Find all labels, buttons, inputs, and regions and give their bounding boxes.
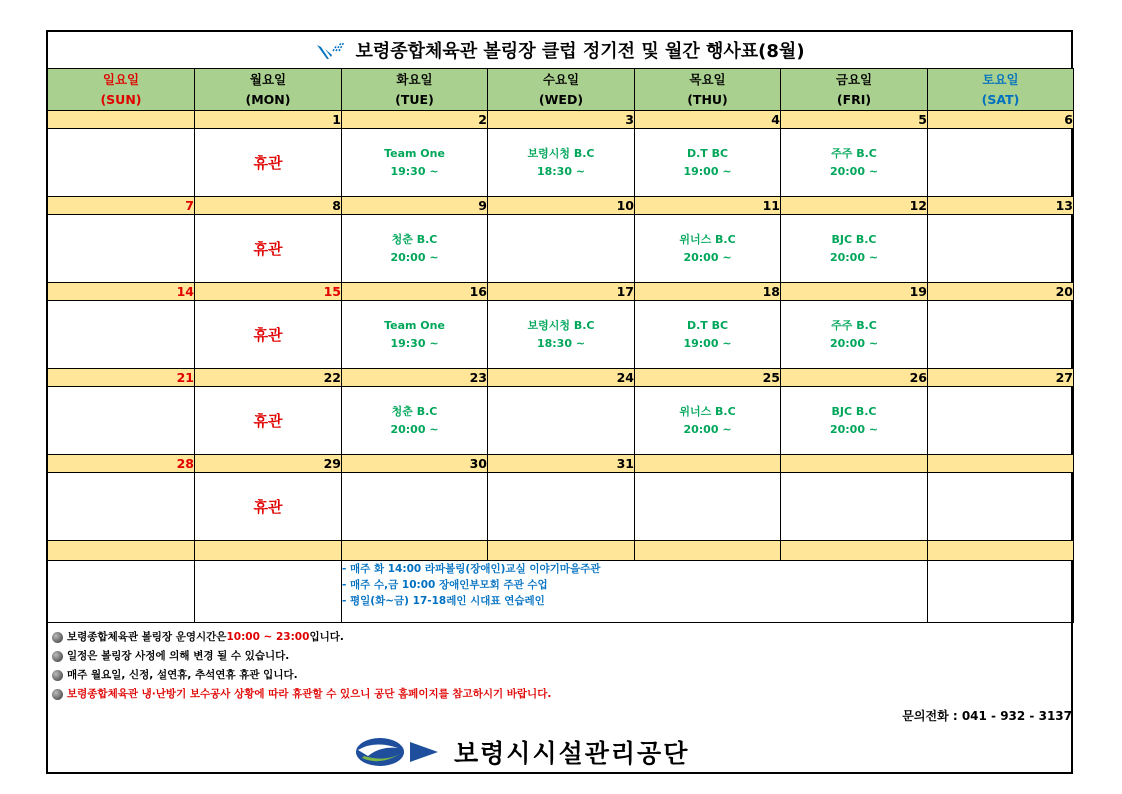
date-cell: 11 <box>635 197 781 215</box>
bowling-ball-icon <box>52 670 63 681</box>
date-cell <box>928 455 1074 473</box>
date-cell: 17 <box>488 283 635 301</box>
date-cell: 29 <box>195 455 342 473</box>
event-cell <box>342 215 488 283</box>
footer-note: 보령종합체육관 볼링장 운영시간은 10:00 ~ 23:00 입니다. <box>52 628 551 647</box>
event-cell <box>488 473 635 541</box>
weekly-note: - 평일(화~금) 17-18레인 시대표 연습레인 <box>342 595 545 607</box>
date-cell: 23 <box>342 369 488 387</box>
date-cell: 20 <box>928 283 1074 301</box>
event-row <box>48 473 1074 541</box>
event-cell <box>781 387 928 455</box>
event-row <box>48 129 1074 197</box>
spacer-row <box>48 541 1074 561</box>
club-event: Team One 19:30 ~ <box>384 146 445 178</box>
notes-empty-cell <box>928 561 1074 623</box>
weekday-fri: 금요일 (FRI) <box>781 69 928 111</box>
weekly-note: - 매주 수,금 10:00 장애인부모회 주관 수업 <box>342 579 548 591</box>
weekday-tue: 화요일 (TUE) <box>342 69 488 111</box>
date-cell <box>635 455 781 473</box>
spacer-cell <box>488 541 635 561</box>
event-cell <box>48 129 195 197</box>
date-cell: 18 <box>635 283 781 301</box>
footer-note: 보령종합체육관 냉·난방기 보수공사 상황에 따라 휴관할 수 있으니 공단 홈페이지를 참고하시기 바랍니다. <box>52 685 551 704</box>
date-row <box>48 455 1074 473</box>
club-event: 위너스 B.C 20:00 ~ <box>679 232 736 264</box>
event-cell <box>48 387 195 455</box>
event-row <box>48 301 1074 369</box>
event-cell <box>635 215 781 283</box>
date-cell: 31 <box>488 455 635 473</box>
date-row <box>48 283 1074 301</box>
date-cell: 13 <box>928 197 1074 215</box>
event-cell <box>928 301 1074 369</box>
bowling-ball-icon <box>52 651 63 662</box>
date-cell: 2 <box>342 111 488 129</box>
event-cell <box>635 129 781 197</box>
event-cell <box>342 301 488 369</box>
event-cell <box>488 129 635 197</box>
event-cell <box>635 301 781 369</box>
event-cell <box>635 387 781 455</box>
event-cell <box>781 301 928 369</box>
date-cell: 19 <box>781 283 928 301</box>
date-cell <box>781 455 928 473</box>
event-cell <box>195 129 342 197</box>
club-event: 보령시청 B.C 18:30 ~ <box>527 146 595 178</box>
organization-name: 보령시시설관리공단 <box>454 739 690 768</box>
date-cell: 28 <box>48 455 195 473</box>
date-cell: 10 <box>488 197 635 215</box>
spacer-cell <box>928 541 1074 561</box>
event-cell <box>928 215 1074 283</box>
title-text: 보령종합체육관 볼링장 클럽 정기전 및 월간 행사표(8월) <box>355 41 805 62</box>
club-event: BJC B.C 20:00 ~ <box>829 404 879 436</box>
event-cell <box>342 387 488 455</box>
event-cell <box>781 473 928 541</box>
club-event: 위너스 B.C 20:00 ~ <box>679 404 736 436</box>
weekly-note: - 매주 화 14:00 라파볼링(장애인)교실 이야기마을주관 <box>342 563 601 575</box>
spacer-cell <box>48 541 195 561</box>
calendar-table <box>47 68 1074 623</box>
notes-empty-cell <box>195 561 342 623</box>
event-cell <box>195 473 342 541</box>
weekday-sun: 일요일 (SUN) <box>48 69 195 111</box>
event-cell <box>928 129 1074 197</box>
club-event: 주주 B.C 20:00 ~ <box>829 318 879 350</box>
date-cell: 1 <box>195 111 342 129</box>
bowling-ball-icon <box>52 689 63 700</box>
notes-row <box>48 561 1074 623</box>
event-row <box>48 387 1074 455</box>
footer-notes <box>52 628 551 704</box>
closed-label: 휴관 <box>253 412 283 430</box>
spacer-cell <box>195 541 342 561</box>
operating-hours: 10:00 ~ 23:00 <box>226 631 310 643</box>
date-row <box>48 111 1074 129</box>
notes-empty-cell <box>48 561 195 623</box>
date-cell: 7 <box>48 197 195 215</box>
club-event: 주주 B.C 20:00 ~ <box>829 146 879 178</box>
date-cell: 3 <box>488 111 635 129</box>
club-event: BJC B.C 20:00 ~ <box>829 232 879 264</box>
event-cell <box>635 473 781 541</box>
weekly-notes <box>342 561 928 623</box>
date-cell: 21 <box>48 369 195 387</box>
event-cell <box>781 215 928 283</box>
date-cell: 5 <box>781 111 928 129</box>
club-event: Team One 19:30 ~ <box>384 318 445 350</box>
date-cell: 12 <box>781 197 928 215</box>
date-row <box>48 369 1074 387</box>
spacer-cell <box>635 541 781 561</box>
date-cell: 25 <box>635 369 781 387</box>
weekday-thu: 목요일 (THU) <box>635 69 781 111</box>
event-cell <box>342 473 488 541</box>
closed-label: 휴관 <box>253 498 283 516</box>
club-event: 청춘 B.C 20:00 ~ <box>390 232 439 264</box>
club-event: 청춘 B.C 20:00 ~ <box>390 404 439 436</box>
date-cell: 9 <box>342 197 488 215</box>
weekday-mon: 월요일 (MON) <box>195 69 342 111</box>
bowling-ball-icon <box>52 632 63 643</box>
organization-emblem-icon <box>354 736 440 768</box>
event-cell <box>48 215 195 283</box>
event-cell <box>342 129 488 197</box>
club-event: D.T BC 19:00 ~ <box>683 318 732 350</box>
closed-label: 휴관 <box>253 154 283 172</box>
spacer-cell <box>342 541 488 561</box>
footer-note: 매주 월요일, 신정, 설연휴, 추석연휴 휴관 입니다. <box>52 666 551 685</box>
page-title <box>48 32 1072 68</box>
event-cell <box>195 301 342 369</box>
date-cell: 16 <box>342 283 488 301</box>
facility-logo-icon <box>315 39 345 61</box>
date-cell: 14 <box>48 283 195 301</box>
date-cell: 4 <box>635 111 781 129</box>
event-row <box>48 215 1074 283</box>
date-cell: 8 <box>195 197 342 215</box>
date-cell: 15 <box>195 283 342 301</box>
event-cell <box>488 215 635 283</box>
event-cell <box>488 387 635 455</box>
event-cell <box>195 215 342 283</box>
date-row <box>48 197 1074 215</box>
club-event: D.T BC 19:00 ~ <box>683 146 732 178</box>
footer-note: 일정은 볼링장 사정에 의해 변경 될 수 있습니다. <box>52 647 551 666</box>
event-cell <box>48 473 195 541</box>
closed-label: 휴관 <box>253 326 283 344</box>
date-cell: 27 <box>928 369 1074 387</box>
weekday-header-row <box>48 69 1074 111</box>
event-cell <box>195 387 342 455</box>
date-cell: 24 <box>488 369 635 387</box>
closed-label: 휴관 <box>253 240 283 258</box>
date-cell: 6 <box>928 111 1074 129</box>
date-cell <box>48 111 195 129</box>
date-cell: 30 <box>342 455 488 473</box>
club-event: 보령시청 B.C 18:30 ~ <box>527 318 595 350</box>
event-cell <box>928 387 1074 455</box>
date-cell: 22 <box>195 369 342 387</box>
weekday-sat: 토요일 (SAT) <box>928 69 1074 111</box>
event-cell <box>488 301 635 369</box>
contact-phone: 문의전화 : 041 - 932 - 3137 <box>902 709 1072 723</box>
organization-logo <box>354 732 689 772</box>
spacer-cell <box>781 541 928 561</box>
weekday-wed: 수요일 (WED) <box>488 69 635 111</box>
event-cell <box>781 129 928 197</box>
date-cell: 26 <box>781 369 928 387</box>
event-cell <box>928 473 1074 541</box>
event-cell <box>48 301 195 369</box>
